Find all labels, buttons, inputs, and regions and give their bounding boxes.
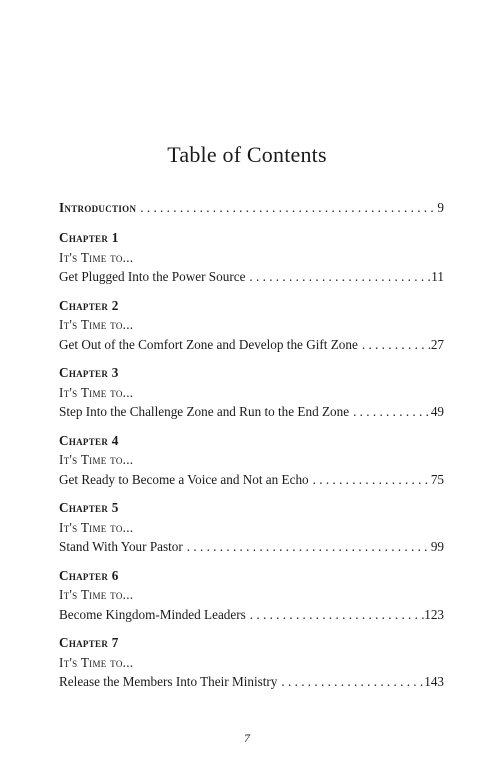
chapter-label: Chapter 2 <box>59 297 119 313</box>
chapter-title: Become Kingdom-Minded Leaders <box>59 606 246 622</box>
table-of-contents <box>59 198 444 701</box>
chapter-title: Release the Members Into Their Ministry <box>59 674 278 689</box>
dot-leader <box>349 402 431 422</box>
chapter-label: Chapter 6 <box>59 567 119 583</box>
dot-leader <box>309 470 431 490</box>
page-title: Table of Contents <box>167 142 327 167</box>
page-number: 11 <box>431 269 444 284</box>
toc-entry-chapter-5 <box>59 498 444 557</box>
dot-leader <box>358 335 431 355</box>
introduction-label: Introduction <box>59 200 137 215</box>
dot-leader <box>136 198 437 218</box>
chapter-prefix: It's Time to... <box>59 519 134 535</box>
page-number: 99 <box>430 539 444 554</box>
chapter-label: Chapter 4 <box>59 432 119 448</box>
toc-entry-chapter-4 <box>59 431 444 490</box>
toc-entry-chapter-1 <box>59 228 444 287</box>
dot-leader <box>277 672 424 692</box>
chapter-title: Get Out of the Comfort Zone and Develop the Gift Zone <box>59 336 358 352</box>
toc-entry-chapter-2 <box>59 296 444 355</box>
chapter-title: Get Ready to Become a Voice and Not an Echo <box>59 471 309 487</box>
chapter-label: Chapter 3 <box>59 365 119 380</box>
page-number: 75 <box>430 471 444 487</box>
chapter-label: Chapter 1 <box>59 230 119 245</box>
chapter-title: Stand With Your Pastor <box>59 539 183 554</box>
page-number: 123 <box>424 606 444 622</box>
chapter-prefix: It's Time to... <box>59 452 134 467</box>
dot-leader <box>183 537 431 557</box>
toc-entry-introduction <box>59 198 444 218</box>
chapter-prefix: It's Time to... <box>59 317 134 332</box>
toc-entry-chapter-7 <box>59 633 444 692</box>
chapter-prefix: It's Time to... <box>59 249 134 265</box>
page-number: 27 <box>430 336 444 352</box>
folio-page-number: 7 <box>244 731 250 745</box>
dot-leader <box>246 605 424 625</box>
chapter-title: Step Into the Challenge Zone and Run to the End Zone <box>59 404 350 419</box>
chapter-label: Chapter 7 <box>59 635 119 650</box>
chapter-label: Chapter 5 <box>59 500 119 515</box>
chapter-prefix: It's Time to... <box>59 587 134 602</box>
toc-entry-chapter-6 <box>59 566 444 625</box>
page-number: 49 <box>430 404 444 419</box>
toc-entry-chapter-3 <box>59 363 444 422</box>
page-number: 9 <box>437 200 444 215</box>
dot-leader <box>245 267 431 287</box>
chapter-prefix: It's Time to... <box>59 384 134 400</box>
chapter-prefix: It's Time to... <box>59 654 134 670</box>
page-number: 143 <box>424 674 444 689</box>
chapter-title: Get Plugged Into the Power Source <box>59 269 246 284</box>
